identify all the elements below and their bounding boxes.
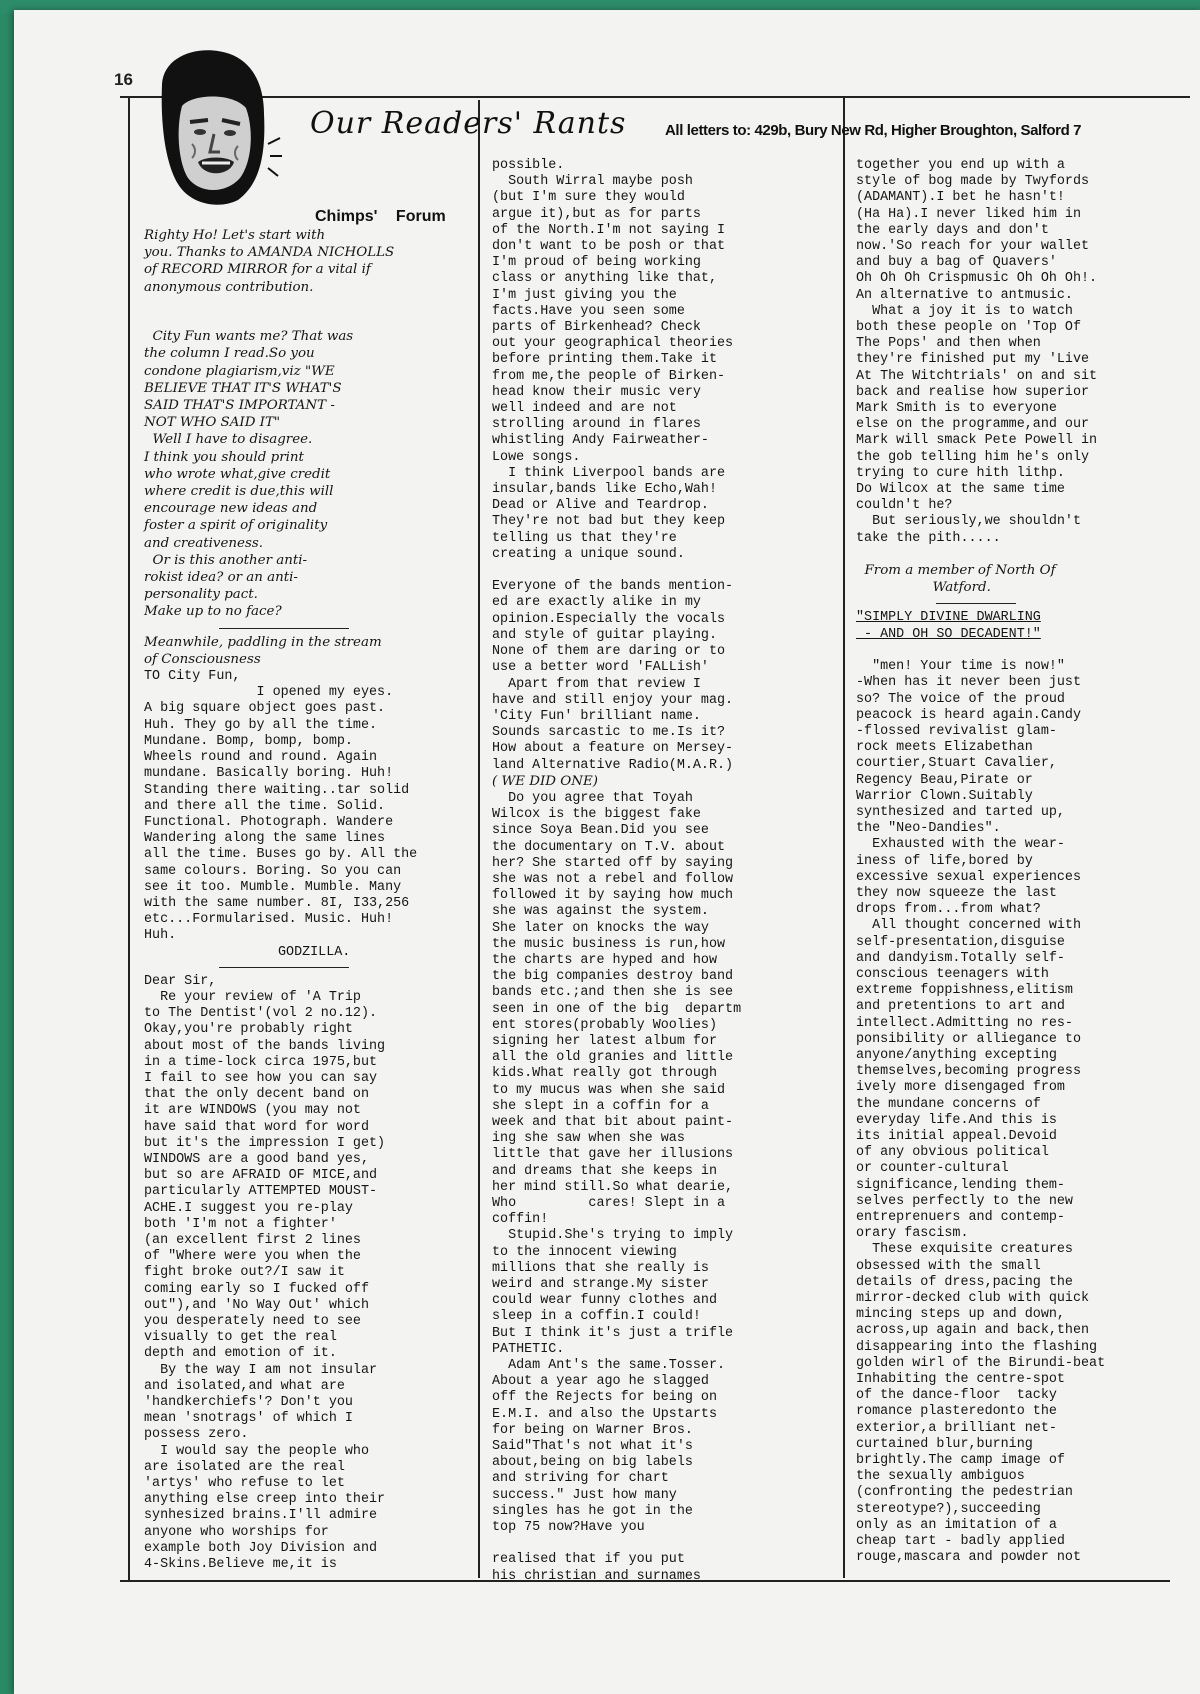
divider-rule [936,603,1016,604]
col3-text-2: "men! Your time is now!" -When has it never been just so? The voice of the proud peacock is heard again.Candy -flossed revivalist glam- rock meets Elizabethan courtier,Stuart Cavalier, Regency Beau,Pirate or Warrior Clown.Suitably synthesized and tarted up, the "Neo-Dandies". Exhausted with the wear- iness of life,bored by excessive sexual experiences they now squeeze the last drops from...from what? All thought concerned with self-presentation,disguise and dandyism.Totally self- conscious teenagers with extreme foppishness,elitism and pretentions to art and intellect.Admitting no res- ponsibility or alliegance to anyone/anything excepting themselves,becoming progress ively more disengaged from the mundane concerns of everyday life.And this is its initial appeal.Devoid of any obvious political or counter-cultural significance,lending them- selves perfectly to the new entreprenuers and contemp- orary fascism. These exquisite creatures obsessed with the small details of dress,pacing the mirror-decked club with quick mincing steps up and down, across,up again and back,then disappearing into the flashing golden wirl of the Birundi-beat Inhabiting the centre-spot of the dance-floor tacky romance plasteredonto the exterior,a brilliant net- curtained blur,burning brightly.The camp image of the sexually ambiguos (confronting the pedestrian stereotype?),succeeding only as an imitation of a cheap tart - badly applied rouge,mascara and powder not [856,659,1106,1566]
column-divider-1 [478,100,480,1578]
letter-signoff: From a member of North Of Watford. [864,563,1056,596]
col2-text-2: Everyone of the bands mention- ed are exactly alike in my opinion.Especially the vocals and style of guitar playing. None of them are daring or to use a better word 'FALLish' Apart from that review I have and still enjoy your mag. 'City Fun' brilliant name. Sounds sarcastic to me.Is it? How about a feature on Mersey- land Alternative Radio(M.A.R.) [492,579,734,773]
col2-text-1: possible. South Wirral maybe posh (but I'm sure they would argue it),but as for parts of the North.I'm not saying I don't want to be posh or that I'm proud of being working class or anything like that, I'm just giving you the facts.Have you seen some parts of Birkenhead? Check out your geographical theories before printing them.Take it from me,the people of Birken- head know their music very well indeed and are not strolling around in flares whistling Andy Fairweather- Lowe songs. I think Liverpool bands are insular,bands like Echo,Wah! Dead or Alive and Teardrop. They're not bad but they keep telling us that they're creating a unique sound. [492,158,734,562]
frame-left-rule [128,96,130,1580]
shouting-face-illustration [142,44,282,208]
letter-godzilla: TO City Fun, I opened my eyes. A big square object goes past. Huh. They go by all the time. Mundane. Bomp, bomp, bomp. Wheels round and round. Again mundane. Basically boring. Huh! Standing there waiting..tar solid and there all the time. Solid. Functional. Photograph. Wandere Wandering along the same lines all the time. Buses go by. All the same colours. Boring. So you can see it too. Mumble. Mumble. Many with the same number. 8I, I33,256 etc...Formularised. Music. Huh! Huh. [144,669,418,944]
article-title: "SIMPLY DIVINE DWARLING - AND OH SO DECADENT!" [856,610,1041,642]
frame-top-rule [128,96,1190,98]
column-3 [856,158,1176,1566]
column-divider-2 [843,98,845,1578]
divider-rule [219,628,349,629]
col2-text-3: Do you agree that Toyah Wilcox is the biggest fake since Soya Bean.Did you see the documentary on T.V. about her? She started off by saying she was not a rebel and follow followed it by saying how much she was against the system. She later on knocks the way the music business is run,how the charts are hyped and how the big companies destroy band bands etc.;and then she is see seen in one of the big departm ent stores(probably Woolies) signing her latest album for all the old granies and little kids.What really got through to my mucus was when she said she slept in a coffin for a week and that bit about paint- ing she saw when she was little that gave her illusions and dreams that she keeps in her mind still.So what dearie, Who cares! Slept in a coffin! Stupid.She's trying to imply to the innocent viewing millions that she really is weird and strange.My sister could wear funny clothes and sleep in a coffin.I could! But I think it's just a trifle PATHETIC. Adam Ant's the same.Tosser. About a year ago he slagged off the Rejects for being on E.M.I. and also the Upstarts for being on Warner Bros. Said"That's not what it's about,being on big labels and striving for chart success." Just how many singles has he got in the top 75 now?Have you [492,790,742,1536]
letters-address: All letters to: 429b, Bury New Rd, Higher Broughton, Salford 7 [665,122,1082,139]
column-2 [492,158,832,1585]
section-title: Our Readers' Rants [310,106,627,141]
page-number: 16 [114,70,133,89]
col3-text-1: together you end up with a style of bog made by Twyfords (ADAMANT).I bet he hasn't! (Ha Ha).I never liked him in the early days and don't now.'So reach for your wallet and buy a bag of Quavers' Oh Oh Oh Crispmusic Oh Oh Oh!. An alternative to antmusic. What a joy it is to watch both these people on 'Top Of The Pops' and then when they're finished put my 'Live At The Witchtrials' on and sit back and realise how superior Mark Smith is to everyone else on the programme,and our Mark will smack Pete Powell in the gob telling him he's only trying to cure hith lithp. Do Wilcox at the same time couldn't he? But seriously,we shouldn't take the pith..... [856,158,1098,546]
letter-dear-sir: Dear Sir, Re your review of 'A Trip to The Dentist'(vol 2 no.12). Okay,you're probably right about most of the bands living in a time-lock circa 1975,but I fail to see how you can say that the only decent band on it are WINDOWS (you may not have said that word for word but it's the impression I get) WINDOWS are a good band yes, but so are AFRAID OF MICE,and particularly ATTEMPTED MOUST- ACHE.I suggest you re-play both 'I'm not a fighter' (an excellent first 2 lines of "Where were you when the fight broke out?/I saw it coming early so I fucked off out"),and 'No Way Out' which you desperately need to see visually to get the real depth and emotion of it. By the way I am not insular and isolated,and what are 'handkerchiefs'? Don't you mean 'snotrags' of which I possess zero. I would say the people who are isolated are the real 'artys' who refuse to let anything else creep into their synhesized brains.I'll admire anyone who worships for example both Joy Division and 4-Skins.Believe me,it is [144,973,386,1573]
stream-heading: Meanwhile, paddling in the stream of Consciousness [144,634,382,667]
editor-note: ( WE DID ONE) [492,773,598,789]
letter-plagiarism: City Fun wants me? That was the column I read.So you condone plagiarism,viz "WE BELIEVE THAT IT'S WHAT'S SAID THAT'S IMPORTANT - NOT WHO SAID IT" Well I have to disagree. I think you should print who wrote what,give credit where credit is due,this will encourage new ideas and foster a spirit of originality and creativeness. Or is this another anti- rokist idea? or an anti- personality pact. Make up to no face? [144,329,354,620]
col2-text-4: realised that if you put his christian and surnames [492,1552,701,1584]
intro-text: Righty Ho! Let's start with you. Thanks to AMANDA NICHOLLS of RECORD MIRROR for a vital if anonymous contribution. [144,228,395,295]
forum-title: Chimps' Forum [315,208,446,225]
divider-rule [219,967,349,968]
column-1 [144,228,474,1573]
signature-godzilla: GODZILLA. [278,944,351,960]
